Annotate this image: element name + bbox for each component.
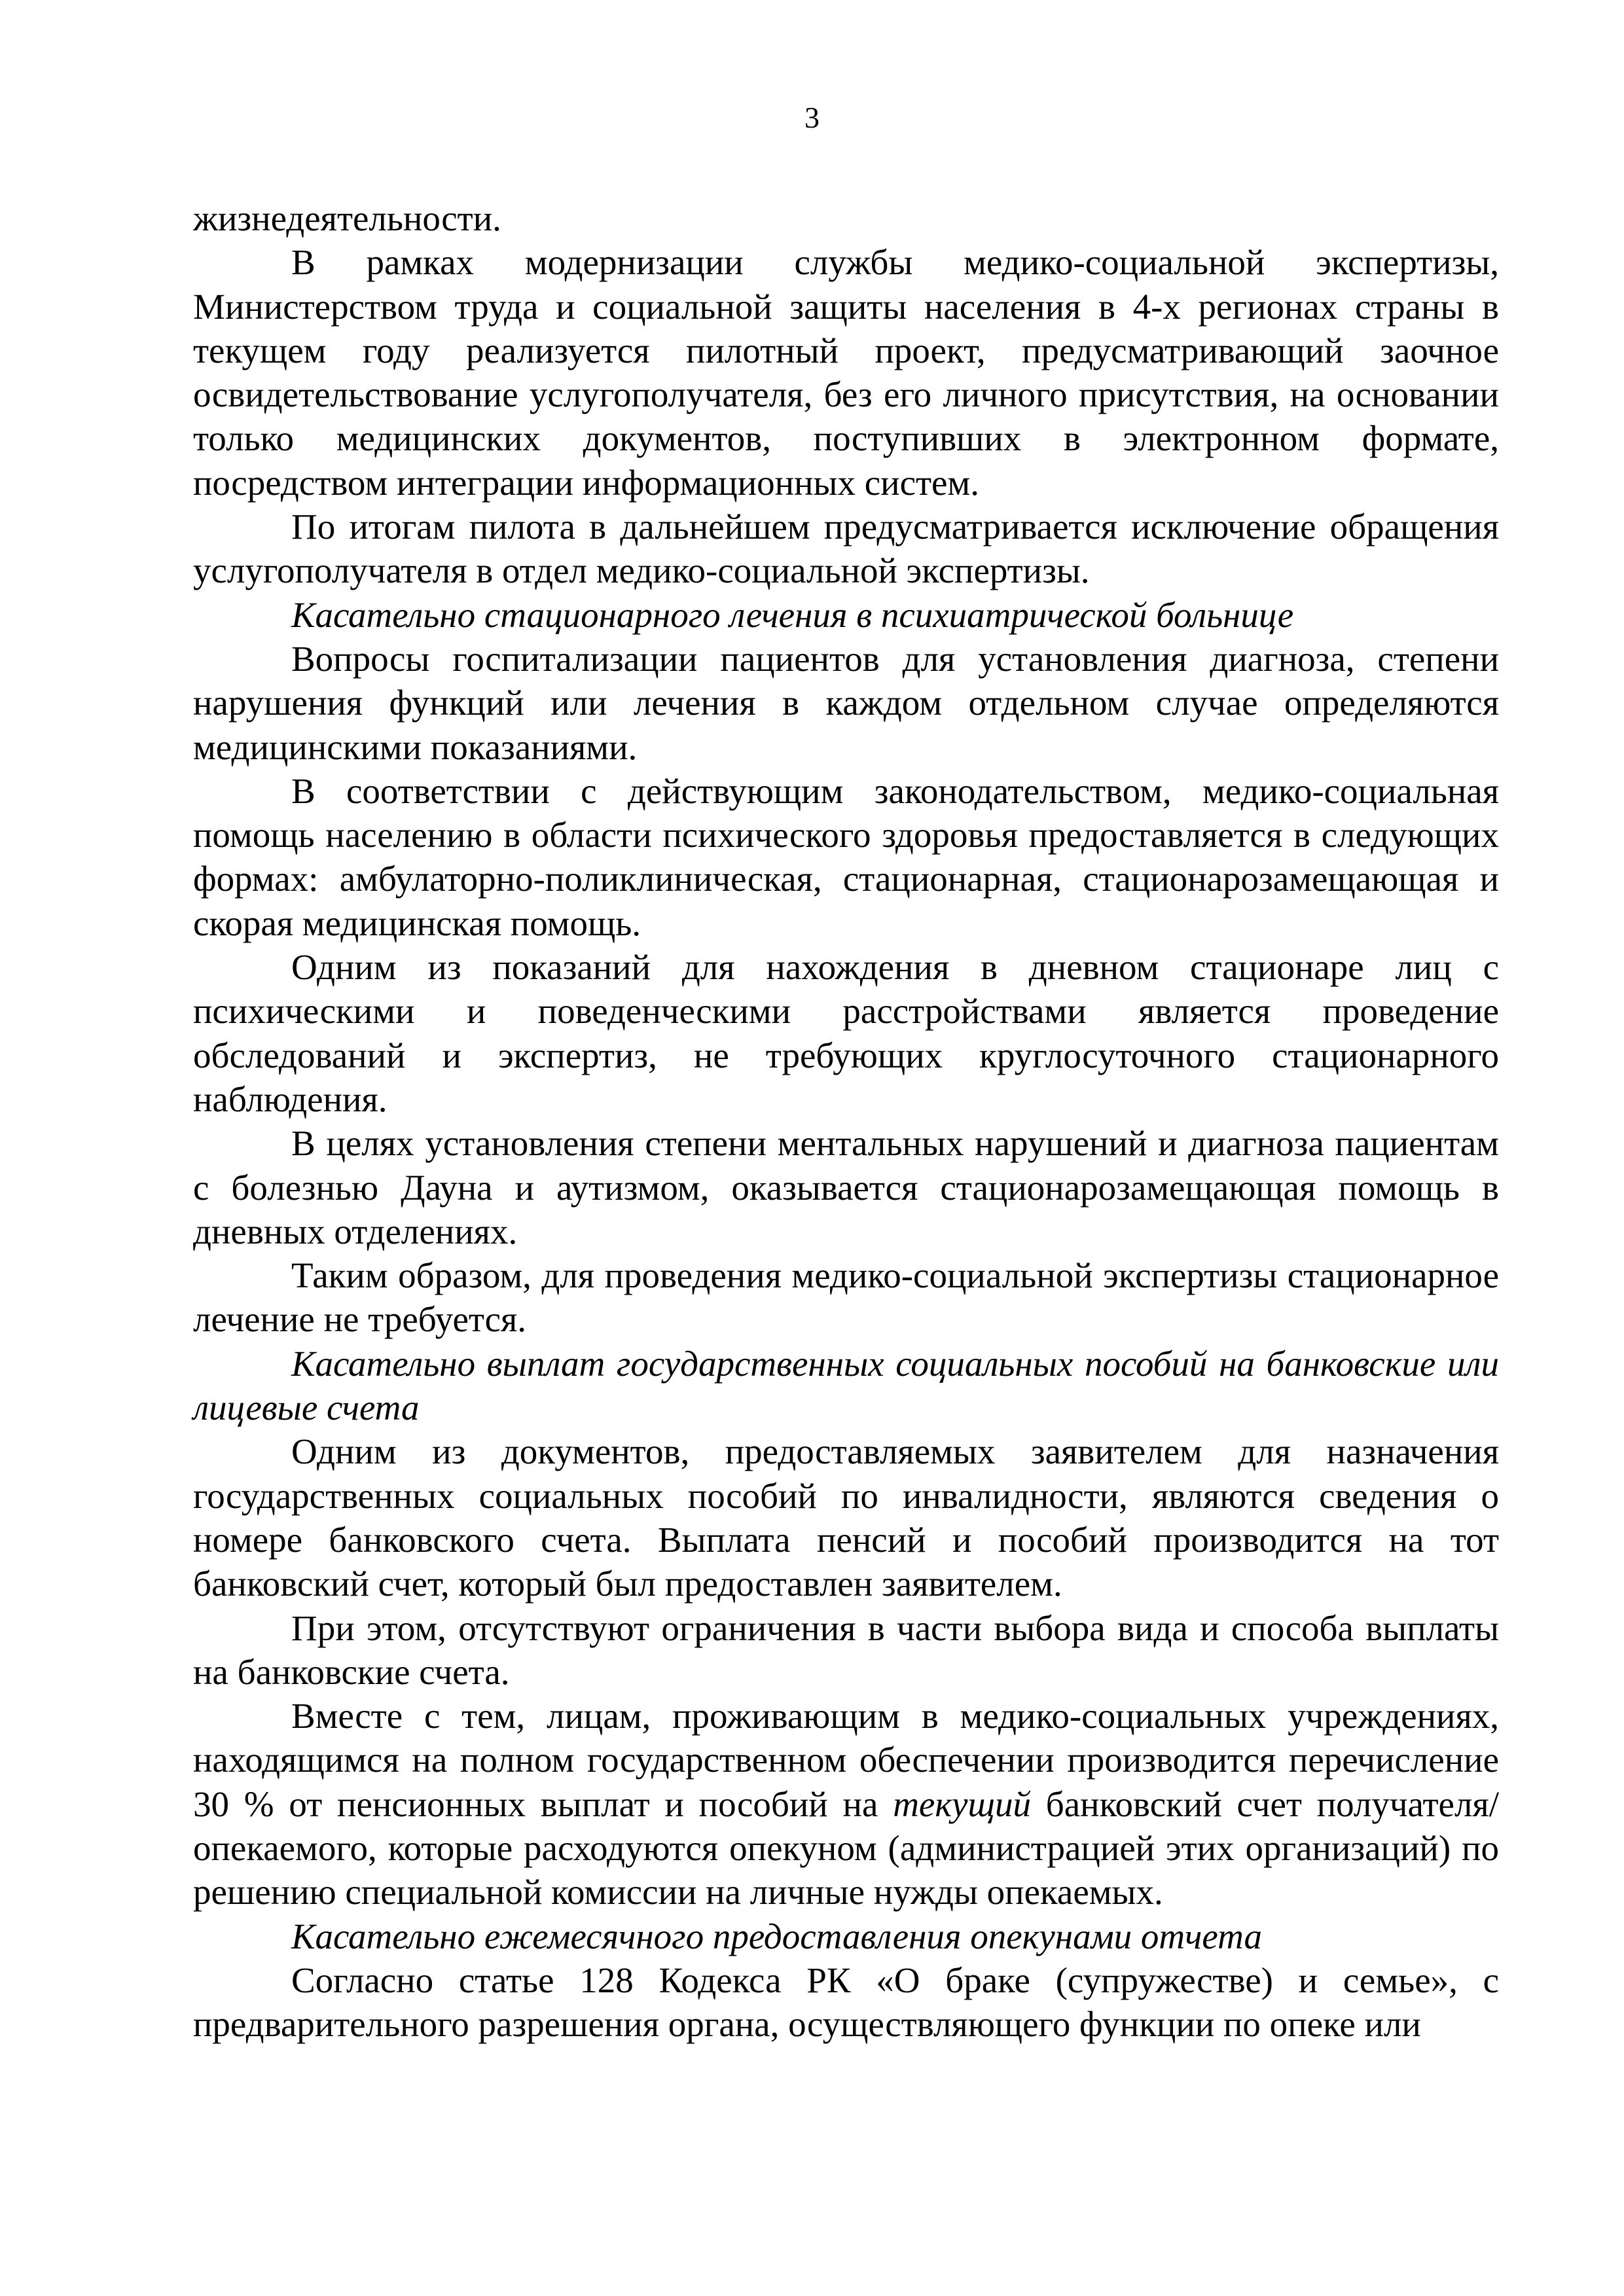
section-heading-guardian-report: Касательно ежемесячного предоставления опекунами отчета (291, 1916, 1262, 1956)
paragraph-bank-account: Одним из документов, предоставляемых заявителем для назначения государственных социальных пособий по инвалидности, являются сведения о номере банковского счета. Выплата пенсий и пособий производится на тот банковский счет, который был предоставлен заявителем. (193, 1431, 1499, 1604)
paragraph-conclusion: Таким образом, для проведения медико-социальной экспертизы стационарное лечение не требуется. (193, 1255, 1499, 1340)
paragraph-hospitalization: Вопросы госпитализации пациентов для установления диагноза, степени нарушения функций или лечения в каждом отдельном случае определяются медицинскими показаниями. (193, 638, 1499, 767)
document-body (193, 196, 1499, 2046)
paragraph-thirty-percent-end: банковский счет получателя/опекаемого, которые расходуются опекуном (администрацией этих организаций) по решению специальной комиссии на личные нужды опекаемых. (193, 1784, 1499, 1912)
paragraph-pilot-results: По итогам пилота в дальнейшем предусматривается исключение обращения услугополучателя в отдел медико-социальной экспертизы. (193, 507, 1499, 591)
paragraph-day-hospital: Одним из показаний для нахождения в дневном стационаре лиц с психическими и поведенческими расстройствами является проведение обследований и экспертиз, не требующих круглосуточного стационарного наблюдения. (193, 947, 1499, 1119)
paragraph-legislation: В соответствии с действующим законодательством, медико-социальная помощь населению в области психического здоровья предоставляется в следующих формах: амбулаторно-поликлиническая, стационарная, стационарозамещающая и скорая медицинская помощь. (193, 770, 1499, 943)
paragraph-no-restrictions: При этом, отсутствуют ограничения в части выбора вида и способа выплаты на банковские счета. (193, 1607, 1499, 1692)
paragraph-continuation: жизнедеятельности. (193, 198, 501, 238)
paragraph-thirty-percent (193, 1694, 1499, 1914)
paragraph-thirty-percent-start: Вместе с тем, лицам, проживающим в медико-социальных учреждениях, находящимся на полном государственном обеспечении производится перечисление 30 % от пенсионных выплат и пособий на (193, 1696, 1499, 1824)
emphasis-current-account: текущий (893, 1784, 1031, 1824)
paragraph-mse-modernization: В рамках модернизации службы медико-социальной экспертизы, Министерством труда и социальной защиты населения в 4-х регионах страны в текущем году реализуется пилотный проект, предусматривающий заочное освидетельствование услугополучателя, без его личного присутствия, на основании только медицинских документов, поступивших в электронном формате, посредством интеграции информационных систем. (193, 242, 1499, 503)
section-heading-psychiatric-treatment: Касательно стационарного лечения в психиатрической больнице (291, 594, 1294, 635)
page-number: 3 (804, 101, 820, 134)
paragraph-down-autism: В целях установления степени ментальных нарушений и диагноза пациентам с болезнью Дауна и аутизмом, оказывается стационарозамещающая помощь в дневных отделениях. (193, 1123, 1499, 1251)
paragraph-article-128: Согласно статье 128 Кодекса РК «О браке (супружестве) и семье», с предварительного разрешения органа, осуществляющего функции по опеке или (193, 1960, 1499, 2045)
section-heading-benefit-payments: Касательно выплат государственных социальных пособий на банковские или лицевые счета (193, 1343, 1499, 1428)
